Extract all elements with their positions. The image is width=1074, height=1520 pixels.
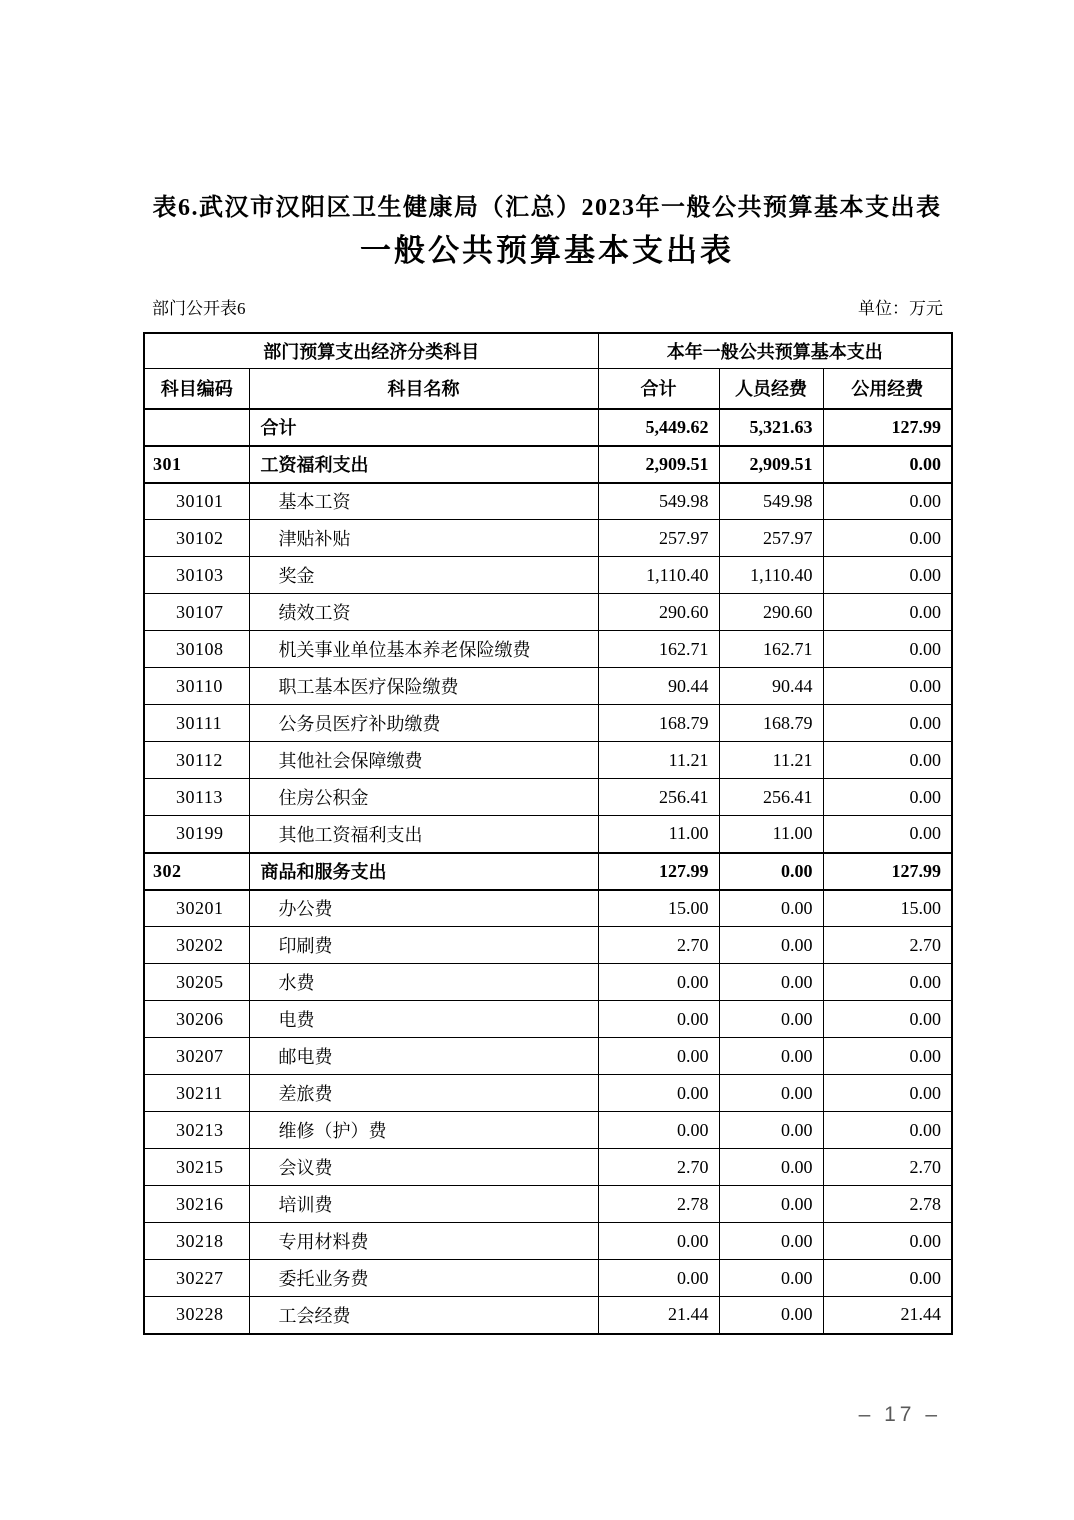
- subject-code: 30207: [144, 1038, 249, 1075]
- personnel-funds-value: 0.00: [719, 1297, 823, 1334]
- table-body: [144, 409, 952, 1334]
- table-row: [144, 1112, 952, 1149]
- subject-name: 公务员医疗补助缴费: [249, 705, 598, 742]
- subject-name: 住房公积金: [249, 779, 598, 816]
- subject-code: 30205: [144, 964, 249, 1001]
- table-row: [144, 446, 952, 483]
- total-value: 549.98: [598, 483, 719, 520]
- total-value: 256.41: [598, 779, 719, 816]
- table-row: [144, 742, 952, 779]
- personnel-funds-value: 168.79: [719, 705, 823, 742]
- table-meta-row: [143, 294, 951, 319]
- public-funds-value: 0.00: [823, 446, 952, 483]
- subject-name: 机关事业单位基本养老保险缴费: [249, 631, 598, 668]
- public-funds-value: 2.70: [823, 927, 952, 964]
- subject-code: 30102: [144, 520, 249, 557]
- subject-name: 差旅费: [249, 1075, 598, 1112]
- table-row: [144, 1149, 952, 1186]
- total-value: 2.78: [598, 1186, 719, 1223]
- public-funds-value: 0.00: [823, 816, 952, 853]
- public-funds-value: 2.70: [823, 1149, 952, 1186]
- total-value: 0.00: [598, 1075, 719, 1112]
- table-row: [144, 409, 952, 446]
- subject-name: 培训费: [249, 1186, 598, 1223]
- total-value: 11.00: [598, 816, 719, 853]
- public-funds-value: 0.00: [823, 557, 952, 594]
- total-value: 162.71: [598, 631, 719, 668]
- subject-code: 30201: [144, 890, 249, 927]
- table-group-header-row: [144, 333, 952, 369]
- col-header-subject-code: 科目编码: [144, 369, 249, 409]
- total-value: 1,110.40: [598, 557, 719, 594]
- personnel-funds-value: 0.00: [719, 1260, 823, 1297]
- personnel-funds-value: 0.00: [719, 927, 823, 964]
- personnel-funds-value: 0.00: [719, 853, 823, 890]
- table-row: [144, 779, 952, 816]
- page-number: – 17 –: [858, 1403, 941, 1426]
- total-value: 290.60: [598, 594, 719, 631]
- subject-code: 30215: [144, 1149, 249, 1186]
- total-value: 0.00: [598, 1260, 719, 1297]
- subject-code: 30213: [144, 1112, 249, 1149]
- public-funds-value: 0.00: [823, 705, 952, 742]
- table-row: [144, 853, 952, 890]
- personnel-funds-value: 0.00: [719, 1149, 823, 1186]
- col-header-total: 合计: [598, 369, 719, 409]
- unit-label: 单位：万元: [858, 298, 943, 318]
- table-row: [144, 557, 952, 594]
- table-row: [144, 1297, 952, 1334]
- subject-code: 30112: [144, 742, 249, 779]
- subject-name: 印刷费: [249, 927, 598, 964]
- table-row: [144, 1001, 952, 1038]
- public-funds-value: 21.44: [823, 1297, 952, 1334]
- total-value: 0.00: [598, 1223, 719, 1260]
- total-value: 2,909.51: [598, 446, 719, 483]
- subject-code: 30110: [144, 668, 249, 705]
- budget-table: [143, 332, 953, 1335]
- public-funds-value: 0.00: [823, 742, 952, 779]
- subject-code: 302: [144, 853, 249, 890]
- personnel-funds-value: 0.00: [719, 1038, 823, 1075]
- table-row: [144, 890, 952, 927]
- table-label: 部门公开表6: [152, 298, 246, 318]
- personnel-funds-value: 0.00: [719, 1186, 823, 1223]
- public-funds-value: 0.00: [823, 1075, 952, 1112]
- public-funds-value: 0.00: [823, 1112, 952, 1149]
- table-row: [144, 631, 952, 668]
- col-header-public-funds: 公用经费: [823, 369, 952, 409]
- public-funds-value: 0.00: [823, 964, 952, 1001]
- subject-code: 30111: [144, 705, 249, 742]
- personnel-funds-value: 11.00: [719, 816, 823, 853]
- total-value: 11.21: [598, 742, 719, 779]
- public-funds-value: 0.00: [823, 483, 952, 520]
- header-subject-classification-group: 部门预算支出经济分类科目: [144, 333, 598, 369]
- total-value: 127.99: [598, 853, 719, 890]
- table-row: [144, 1038, 952, 1075]
- subject-name: 基本工资: [249, 483, 598, 520]
- total-value: 21.44: [598, 1297, 719, 1334]
- personnel-funds-value: 11.21: [719, 742, 823, 779]
- total-value: 15.00: [598, 890, 719, 927]
- personnel-funds-value: 0.00: [719, 1075, 823, 1112]
- total-value: 0.00: [598, 1001, 719, 1038]
- table-row: [144, 520, 952, 557]
- table-column-header-row: [144, 369, 952, 409]
- subject-name: 工会经费: [249, 1297, 598, 1334]
- subject-name: 其他工资福利支出: [249, 816, 598, 853]
- subject-name: 专用材料费: [249, 1223, 598, 1260]
- total-value: 5,449.62: [598, 409, 719, 446]
- total-value: 90.44: [598, 668, 719, 705]
- total-value: 2.70: [598, 927, 719, 964]
- table-row: [144, 483, 952, 520]
- subject-code: [144, 409, 249, 446]
- document-title: 表6.武汉市汉阳区卫生健康局（汇总）2023年一般公共预算基本支出表: [152, 195, 942, 221]
- subject-code: 30228: [144, 1297, 249, 1334]
- subject-code: 30211: [144, 1075, 249, 1112]
- subject-code: 30206: [144, 1001, 249, 1038]
- personnel-funds-value: 257.97: [719, 520, 823, 557]
- table-row: [144, 668, 952, 705]
- total-value: 168.79: [598, 705, 719, 742]
- table-row: [144, 964, 952, 1001]
- header-current-year-budget-group: 本年一般公共预算基本支出: [598, 333, 952, 369]
- subject-code: 30227: [144, 1260, 249, 1297]
- subject-code: 30113: [144, 779, 249, 816]
- subject-name: 绩效工资: [249, 594, 598, 631]
- subject-code: 30103: [144, 557, 249, 594]
- public-funds-value: 0.00: [823, 631, 952, 668]
- table-row: [144, 1186, 952, 1223]
- personnel-funds-value: 0.00: [719, 1112, 823, 1149]
- subject-code: 30107: [144, 594, 249, 631]
- subject-name: 津贴补贴: [249, 520, 598, 557]
- col-header-subject-name: 科目名称: [249, 369, 598, 409]
- total-value: 0.00: [598, 964, 719, 1001]
- table-row: [144, 816, 952, 853]
- table-row: [144, 1260, 952, 1297]
- subject-name: 水费: [249, 964, 598, 1001]
- public-funds-value: 0.00: [823, 779, 952, 816]
- total-value: 0.00: [598, 1038, 719, 1075]
- personnel-funds-value: 162.71: [719, 631, 823, 668]
- subject-name: 奖金: [249, 557, 598, 594]
- col-header-personnel-funds: 人员经费: [719, 369, 823, 409]
- public-funds-value: 0.00: [823, 1038, 952, 1075]
- total-value: 0.00: [598, 1112, 719, 1149]
- personnel-funds-value: 5,321.63: [719, 409, 823, 446]
- personnel-funds-value: 256.41: [719, 779, 823, 816]
- table-row: [144, 927, 952, 964]
- subject-code: 30199: [144, 816, 249, 853]
- subject-name: 会议费: [249, 1149, 598, 1186]
- personnel-funds-value: 0.00: [719, 1001, 823, 1038]
- subject-code: 30216: [144, 1186, 249, 1223]
- subject-name: 其他社会保障缴费: [249, 742, 598, 779]
- total-value: 2.70: [598, 1149, 719, 1186]
- total-value: 257.97: [598, 520, 719, 557]
- page-content: [143, 0, 951, 1335]
- table-row: [144, 1223, 952, 1260]
- personnel-funds-value: 2,909.51: [719, 446, 823, 483]
- public-funds-value: 0.00: [823, 520, 952, 557]
- subject-code: 30101: [144, 483, 249, 520]
- public-funds-value: 0.00: [823, 1001, 952, 1038]
- subject-code: 30108: [144, 631, 249, 668]
- subject-name: 委托业务费: [249, 1260, 598, 1297]
- table-title: 一般公共预算基本支出表: [360, 233, 734, 268]
- subject-name: 电费: [249, 1001, 598, 1038]
- personnel-funds-value: 0.00: [719, 1223, 823, 1260]
- table-row: [144, 594, 952, 631]
- public-funds-value: 127.99: [823, 853, 952, 890]
- personnel-funds-value: 0.00: [719, 890, 823, 927]
- public-funds-value: 0.00: [823, 668, 952, 705]
- personnel-funds-value: 0.00: [719, 964, 823, 1001]
- table-row: [144, 1075, 952, 1112]
- subject-code: 301: [144, 446, 249, 483]
- public-funds-value: 0.00: [823, 1223, 952, 1260]
- subject-name: 维修（护）费: [249, 1112, 598, 1149]
- personnel-funds-value: 1,110.40: [719, 557, 823, 594]
- personnel-funds-value: 290.60: [719, 594, 823, 631]
- public-funds-value: 0.00: [823, 594, 952, 631]
- subject-name: 商品和服务支出: [249, 853, 598, 890]
- personnel-funds-value: 90.44: [719, 668, 823, 705]
- public-funds-value: 127.99: [823, 409, 952, 446]
- subject-code: 30218: [144, 1223, 249, 1260]
- table-row: [144, 705, 952, 742]
- subject-name: 合计: [249, 409, 598, 446]
- subject-name: 办公费: [249, 890, 598, 927]
- personnel-funds-value: 549.98: [719, 483, 823, 520]
- subject-name: 邮电费: [249, 1038, 598, 1075]
- subject-name: 职工基本医疗保险缴费: [249, 668, 598, 705]
- subject-code: 30202: [144, 927, 249, 964]
- subject-name: 工资福利支出: [249, 446, 598, 483]
- public-funds-value: 0.00: [823, 1260, 952, 1297]
- public-funds-value: 15.00: [823, 890, 952, 927]
- public-funds-value: 2.78: [823, 1186, 952, 1223]
